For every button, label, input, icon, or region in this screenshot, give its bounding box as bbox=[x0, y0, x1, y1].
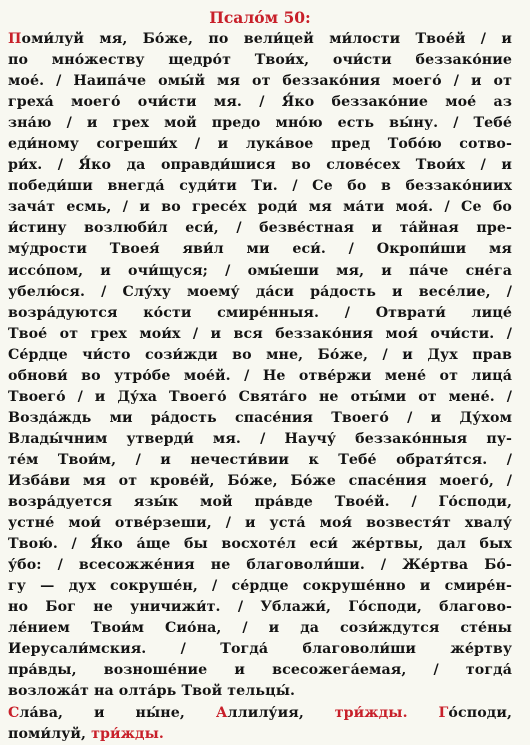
psalm-line bbox=[8, 450, 512, 471]
psalm-line bbox=[8, 113, 512, 134]
psalm-line bbox=[8, 92, 512, 113]
alleluia-initial: А bbox=[215, 704, 228, 721]
psalm-line bbox=[8, 366, 512, 387]
psalm-line-text: убелю́ся. / Слу́ху моему́ да́си ра́дость и весе́лие, / bbox=[8, 283, 512, 300]
psalm-line bbox=[8, 155, 512, 176]
psalm-line bbox=[8, 71, 512, 92]
psalm-line-text: устне́ мои́ отве́рзеши, / и уста́ моя́ возвестя́т хвалу́ bbox=[8, 515, 512, 532]
psalm-line-text: Твое́ от грех мои́х / и вся беззако́ния моя́ очи́сти. / bbox=[8, 325, 512, 342]
psalm-line bbox=[8, 176, 512, 197]
psalm-line bbox=[8, 197, 512, 218]
psalm-line bbox=[8, 513, 512, 534]
psalm-line bbox=[8, 303, 512, 324]
psalm-line-text: возложа́т на олта́рь Твой тельцы́. bbox=[8, 683, 296, 700]
psalm-line-text: Се́рдце чи́сто сози́жди во мне, Бо́же, / и Дух прав bbox=[8, 346, 512, 363]
psalm-line bbox=[8, 345, 512, 366]
psalm-line bbox=[8, 492, 512, 513]
psalm-line bbox=[8, 639, 512, 660]
psalm-line-text: Влады́чним утверди́ мя. / Научу́ беззако́нныя пу- bbox=[8, 430, 512, 447]
psalm-line bbox=[8, 261, 512, 282]
psalm-line bbox=[8, 29, 512, 50]
psalm-line bbox=[8, 408, 512, 429]
psalm-line-text: еди́ному согреши́х / и лука́вое пред Тобо́ю сотво- bbox=[8, 136, 512, 153]
psalm-line-text: ле́нием Твои́м Сио́на, / и да сози́ждутся сте́ны bbox=[8, 620, 512, 637]
psalm-line-text: гу — дух сокруше́н, / се́рдце сокруше́нно и смире́н- bbox=[8, 578, 512, 595]
thrice-rubric-2: три́жды. bbox=[86, 725, 164, 742]
glory-text-1: и ны́не, bbox=[63, 704, 216, 721]
glory-line-2 bbox=[8, 724, 512, 745]
psalm-line-text: зна́ю / и грех мой предо мно́ю есть вы́ну. / Тебе́ bbox=[8, 115, 512, 132]
psalm-line bbox=[8, 50, 512, 71]
psalm-line-text: по мно́жеству щедро́т Твои́х, очи́сти беззако́ние bbox=[8, 52, 512, 69]
psalm-line-text: победи́ши внегда́ суди́ти Ти. / Се бо в беззако́ниих bbox=[8, 178, 512, 195]
psalm-line-text: ри́х. / Я́ко да оправди́шися во слове́сех Твои́х / и bbox=[8, 157, 512, 174]
psalm-line-text: зача́т есмь, / и во гресе́х роди́ мя ма́ти моя́. / Се бо bbox=[8, 199, 512, 216]
glory-line-1 bbox=[8, 703, 512, 724]
psalm-line bbox=[8, 239, 512, 260]
psalm-line bbox=[8, 134, 512, 155]
psalm-line bbox=[8, 555, 512, 576]
psalm-line-text: мое́. / Наипа́че омы́й мя от беззако́ния моего́ / и от bbox=[8, 73, 512, 90]
psalm-line-text: иссо́пом, и очи́щуся; / омы́еши мя, и па́че сне́га bbox=[8, 262, 512, 279]
psalm-line-text: греха́ моего́ очи́сти мя. / Я́ко беззако́ние мое́ аз bbox=[8, 94, 512, 111]
psalm-line bbox=[8, 324, 512, 345]
psalm-line bbox=[8, 681, 512, 702]
psalm-line-text: но Бог не уничижи́т. / Ублажи́, Го́споди, благово- bbox=[8, 599, 512, 616]
psalm-line bbox=[8, 618, 512, 639]
psalm-line-text: му́дрости Твоея́ яви́л ми еси́. / Окропи́ши мя bbox=[8, 241, 512, 258]
psalm-line-text: возра́дуется язы́к мой пра́вде Твое́й. / Го́споди, bbox=[8, 494, 512, 511]
psalm-line bbox=[8, 597, 512, 618]
psalm-text bbox=[8, 29, 512, 703]
gospodi-word: о́споди, bbox=[448, 704, 512, 721]
psalm-title: Псало́м 50: bbox=[209, 8, 311, 27]
psalm-line bbox=[8, 282, 512, 303]
psalm-line-text: пра́вды, возноше́ние и всесожега́емая, / тогда́ bbox=[8, 662, 512, 679]
psalm-initial: П bbox=[8, 31, 22, 47]
psalm-line-text: Возда́ждь ми ра́дость спасе́ния Твоего́ / и Ду́хом bbox=[8, 409, 512, 426]
glory-text bbox=[8, 703, 512, 745]
slava-initial: С bbox=[8, 704, 20, 721]
psalm-line-text: Твою́. / Я́ко а́ще бы восхоте́л еси́ же́ртвы, дал бых bbox=[8, 536, 512, 553]
psalm-line-text: Твоего́ / и Ду́ха Твоего́ Свята́го не оты́ми от мене́. / bbox=[8, 388, 512, 405]
psalm-line bbox=[8, 576, 512, 597]
gospodi-initial: Г bbox=[438, 704, 449, 721]
psalm-line-text: Изба́ви мя от крове́й, Бо́же, Бо́же спасе́ния моего́, / bbox=[8, 472, 512, 489]
psalm-line-text: те́м Твои́м, / и нечести́вии к Тебе́ обратя́тся. / bbox=[8, 451, 512, 468]
psalm-line bbox=[8, 429, 512, 450]
psalm-line-text: оми́луй мя, Бо́же, по вели́цей ми́лости Твое́й / и bbox=[21, 31, 512, 47]
psalm-line-text: Иерусали́мския. / Тогда́ благоволи́ши же́ртву bbox=[8, 641, 512, 658]
psalm-line bbox=[8, 471, 512, 492]
psalm-line bbox=[8, 387, 512, 408]
psalm-line bbox=[8, 218, 512, 239]
psalm-line-text: обнови́ во утро́бе мое́й. / Не отве́ржи мене́ от лица́ bbox=[8, 367, 512, 384]
psalm-line bbox=[8, 660, 512, 681]
psalm-line-text: и́стину возлюби́л еси́, / безве́стная и та́йная пре- bbox=[8, 220, 512, 237]
slava-word: ла́ва, bbox=[19, 704, 64, 721]
alleluia-word: ллилу́ия, bbox=[227, 704, 304, 721]
psalm-line-text: у́бо: / всесожже́ния не благоволи́ши. / Же́ртва Бо́- bbox=[8, 557, 512, 574]
psalm-line-text: возра́дуются ко́сти смире́нныя. / Отврати́ лице́ bbox=[8, 304, 512, 321]
psalm-line bbox=[8, 534, 512, 555]
glory-text-2 bbox=[408, 705, 439, 721]
thrice-rubric-1: три́жды. bbox=[303, 704, 408, 721]
glory-text-3: поми́луй, bbox=[8, 725, 87, 742]
